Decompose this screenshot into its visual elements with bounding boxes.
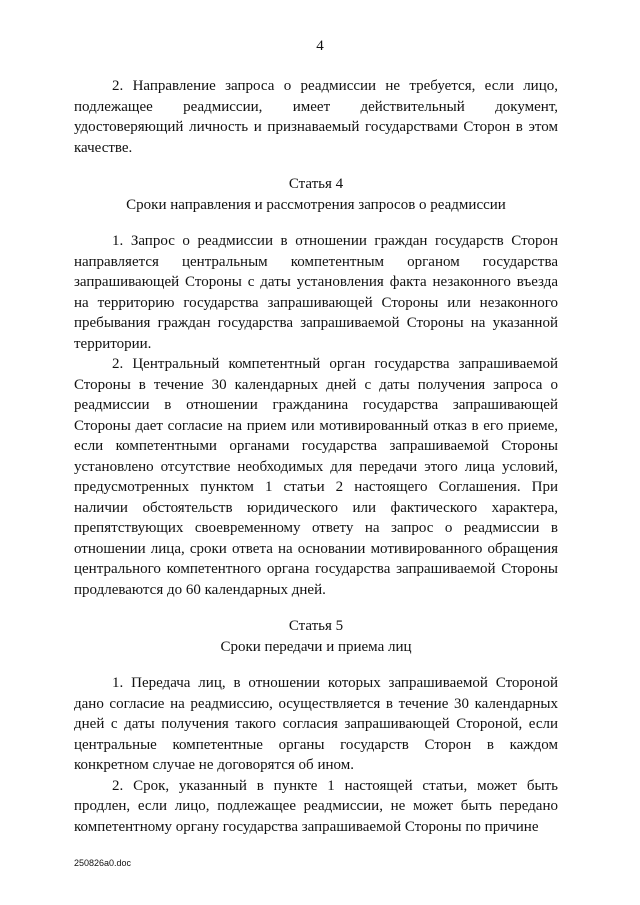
article-5-header [74,616,558,657]
article-5-title: Статья 5 [288,618,344,634]
article-5-subtitle: Сроки передачи и приема лиц [220,638,412,655]
article-4-paragraph-2: 2. Центральный компетентный орган государства запрашиваемой Стороны в течение 30 календарных дней с даты получения запроса о реадмиссии в отношении гражданина государства запрашивающей Стороны дает согласие на прием или мотивированный отказ в его приеме, если компетентными органами государства запрашиваемой Стороны установлено отсутствие необходимых для передачи этого лица условий, предусмотренных пунктом 1 статьи 2 настоящего Соглашения. При наличии обстоятельств юридического или фактического характера, препятствующих своевременному ответу на запрос о реадмиссии в отношении лица, сроки ответа на основании мотивированного обращения центрального компетентного органа государства запрашиваемой Стороны продлеваются до 60 календарных дней. [74,356,558,598]
footer-doc-code: 250826a0.doc [74,858,132,868]
article-4-header [74,174,558,215]
page-number: 4 [316,38,324,54]
article-4-subtitle: Сроки направления и рассмотрения запросов о реадмиссии [126,196,506,213]
article-5-paragraph-2: 2. Срок, указанный в пункте 1 настоящей статьи, может быть продлен, если лицо, подлежащее реадмиссии, не может быть передано компетентному органу государства запрашиваемой Стороны по причине [74,777,558,835]
intro-paragraph-2: 2. Направление запроса о реадмиссии не требуется, если лицо, подлежащее реадмиссии, имеет действительный документ, удостоверяющий личность и признаваемый государствами Сторон в этом качестве. [74,78,558,156]
document-body [74,76,558,837]
article-4-paragraph-1: 1. Запрос о реадмиссии в отношении граждан государств Сторон направляется центральным компетентным органом государства запрашивающей Стороны с даты установления факта незаконного въезда на территорию государства запрашивающей Стороны или незаконного пребывания граждан государства запрашиваемой Стороны на указанной территории. [74,233,558,352]
article-5-paragraph-1: 1. Передача лиц, в отношении которых запрашиваемой Стороной дано согласие на реадмиссию, осуществляется в течение 30 календарных дней с даты получения такого согласия запрашивающей Стороной, если центральные компетентные органы государств Сторон в каждом конкретном случае не договорятся об ином. [74,675,558,773]
article-4-title: Статья 4 [288,176,344,192]
